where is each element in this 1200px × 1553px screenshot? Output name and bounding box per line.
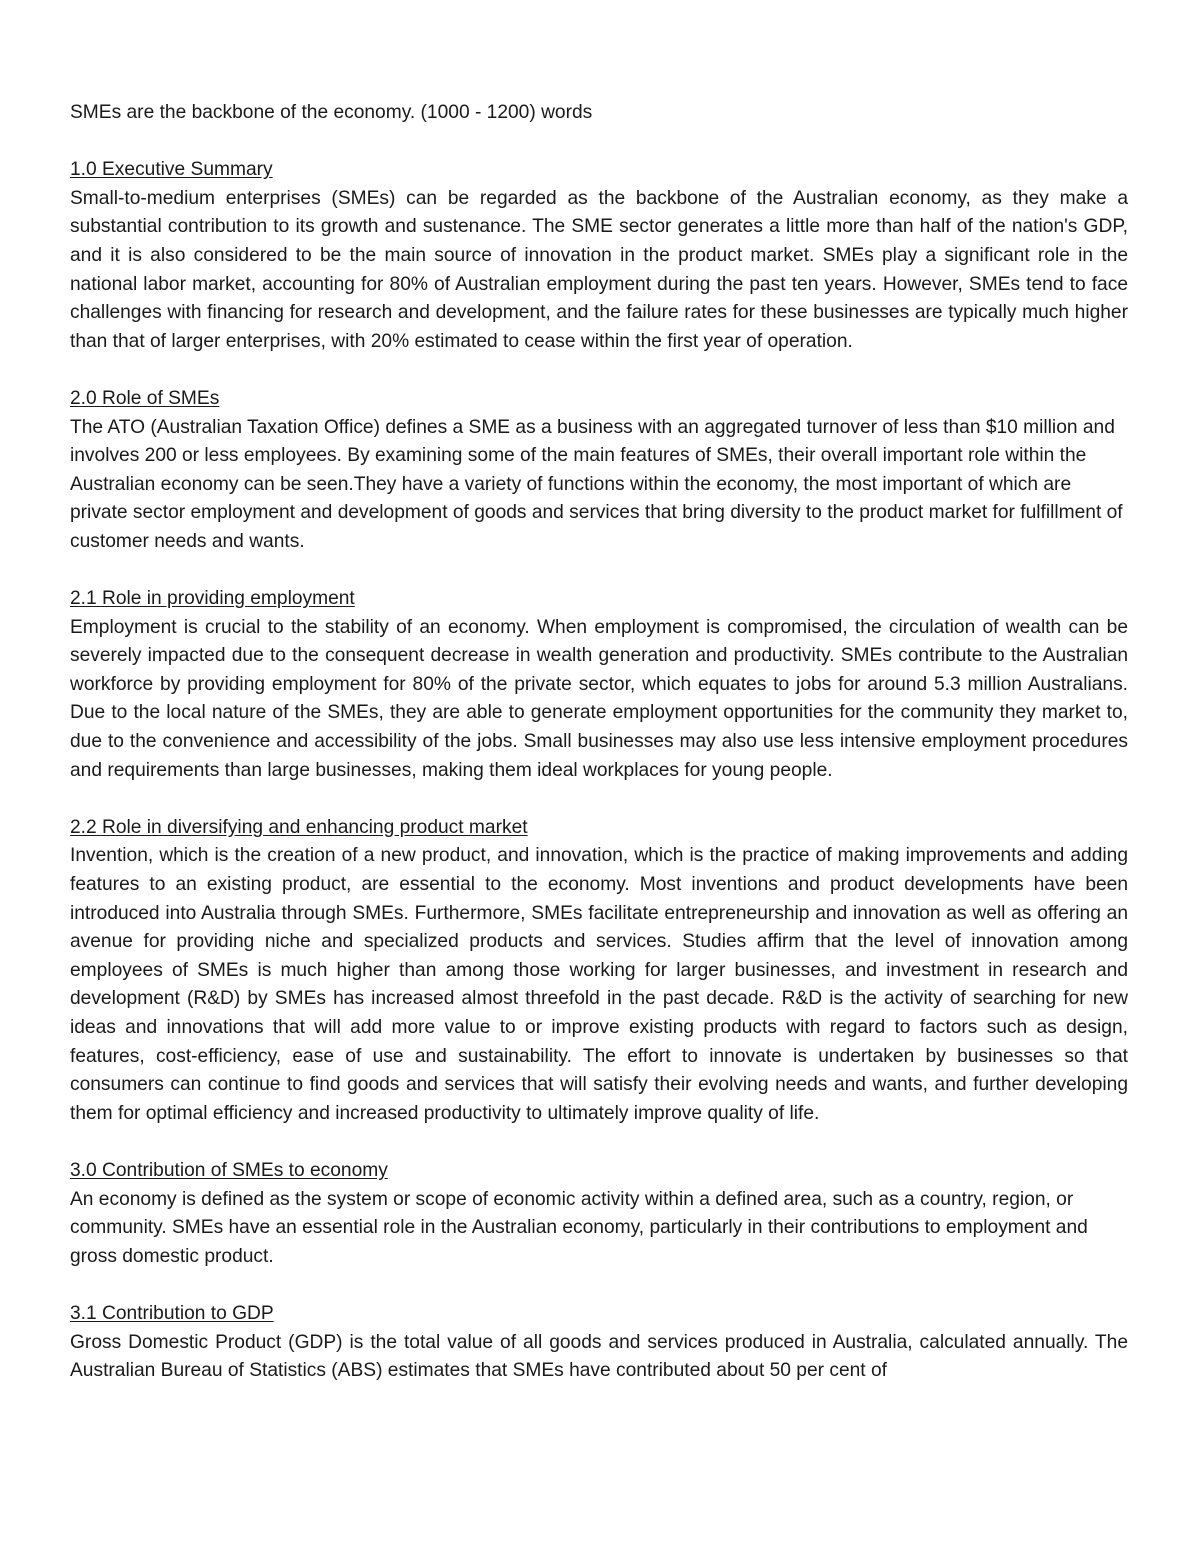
section-body: Gross Domestic Product (GDP) is the total value of all goods and services produced in Australia, calculated annually. The Australian Bureau of Statistics (ABS) estimates that SMEs have contributed about 50 per cent of — [70, 1331, 1128, 1382]
section-body: An economy is defined as the system or scope of economic activity within a defined area, such as a country, region, or community. SMEs have an essential role in the Australian economy, particularly in their contributions to employment and gross domestic product. — [70, 1188, 1088, 1267]
section-heading: 1.0 Executive Summary — [70, 159, 273, 181]
document-content — [70, 99, 1128, 1414]
section-body: Small-to-medium enterprises (SMEs) can be regarded as the backbone of the Australian economy, as they make a substantial contribution to its growth and sustenance. The SME sector generates a little more than half of the nation's GDP, and it is also considered to be the main source of innovation in the product market. SMEs play a significant role in the national labor market, accounting for 80% of Australian employment during the past ten years. However, SMEs tend to face challenges with financing for research and development, and the failure rates for these businesses are typically much higher than that of larger enterprises, with 20% estimated to cease within the first year of operation. — [70, 187, 1128, 352]
section-heading: 2.2 Role in diversifying and enhancing product market — [70, 816, 528, 838]
section-body: Invention, which is the creation of a new product, and innovation, which is the practice of making improvements and adding features to an existing product, are essential to the economy. Most inventions and product developments have been introduced into Australia through SMEs. Furthermore, SMEs facilitate entrepreneurship and innovation as well as offering an avenue for providing niche and specialized products and services. Studies affirm that the level of innovation among employees of SMEs is much higher than among those working for larger businesses, and investment in research and development (R&D) by SMEs has increased almost threefold in the past decade. R&D is the activity of searching for new ideas and innovations that will add more value to or improve existing products with regard to factors such as design, features, cost-efficiency, ease of use and sustainability. The effort to innovate is undertaken by businesses so that consumers can continue to find goods and services that will satisfy their evolving needs and wants, and further developing them for optimal efficiency and increased productivity to ultimately improve quality of life. — [70, 845, 1128, 1124]
section-heading: 3.0 Contribution of SMEs to economy — [70, 1159, 388, 1181]
section-contribution-to-economy — [70, 1157, 1128, 1271]
section-heading: 3.1 Contribution to GDP — [70, 1302, 274, 1324]
section-body: Employment is crucial to the stability of an economy. When employment is compromised, the circulation of wealth can be severely impacted due to the consequent decrease in wealth generation and productivity. SMEs contribute to the Australian workforce by providing employment for 80% of the private sector, which equates to jobs for around 5.3 million Australians. Due to the local nature of the SMEs, they are able to generate employment opportunities for the community they market to, due to the convenience and accessibility of the jobs. Small businesses may also use less intensive employment procedures and requirements than large businesses, making them ideal workplaces for young people. — [70, 616, 1128, 781]
section-role-in-employment — [70, 585, 1128, 785]
section-heading: 2.0 Role of SMEs — [70, 387, 220, 409]
section-role-of-smes — [70, 385, 1128, 557]
assignment-title: SMEs are the backbone of the economy. (1000 - 1200) words — [70, 102, 593, 123]
section-role-in-product-market — [70, 814, 1128, 1129]
section-contribution-to-gdp — [70, 1300, 1128, 1386]
section-body: The ATO (Australian Taxation Office) defines a SME as a business with an aggregated turnover of less than $10 million and involves 200 or less employees. By examining some of the main features of SMEs, their overall important role within the Australian economy can be seen.They have a variety of functions within the economy, the most important of which are private sector employment and development of goods and services that bring diversity to the product market for fulfillment of customer needs and wants. — [70, 416, 1123, 552]
section-executive-summary — [70, 156, 1128, 356]
section-heading: 2.1 Role in providing employment — [70, 588, 355, 610]
